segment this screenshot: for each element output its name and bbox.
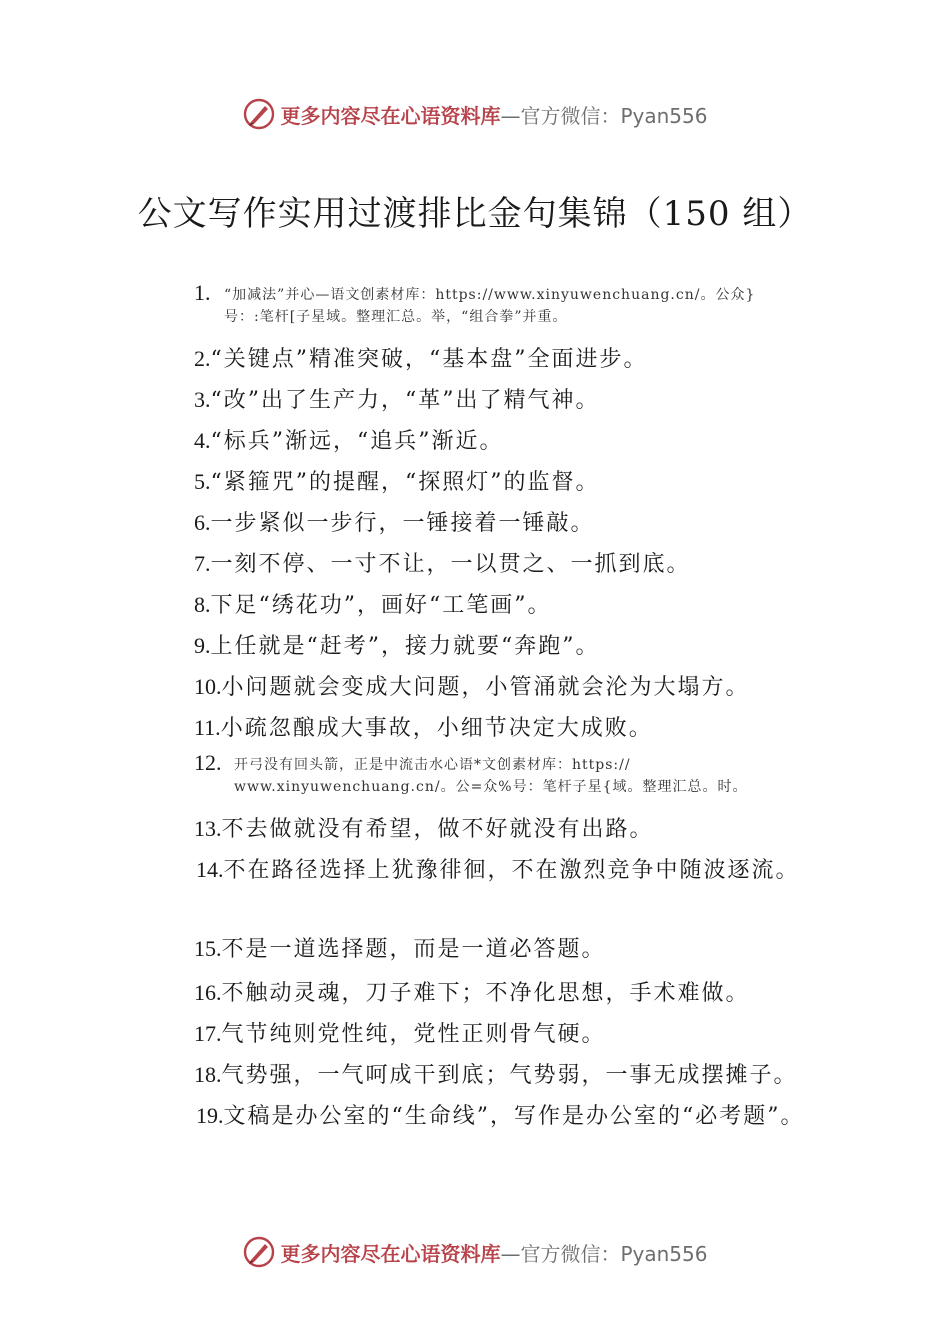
item-text-line: 号：:笔杆[子星域。整理汇总。举，“组合拳”并重。 bbox=[224, 309, 568, 325]
item-text: 不是一道选择题，而是一道必答题。 bbox=[221, 937, 606, 962]
item-number: 6. bbox=[194, 510, 211, 535]
list-item bbox=[194, 666, 864, 708]
list-item bbox=[146, 849, 816, 891]
item-number: 5. bbox=[194, 469, 211, 494]
item-text: “关键点”精准突破，“基本盘”全面进步。 bbox=[210, 347, 648, 372]
list-item bbox=[146, 1095, 816, 1137]
item-text: “紧箍咒”的提醒，“探照灯”的监督。 bbox=[210, 470, 600, 495]
list-item bbox=[194, 502, 864, 544]
item-text: 小疏忽酿成大事故，小细节决定大成败。 bbox=[220, 716, 653, 741]
item-number: 7. bbox=[194, 551, 211, 576]
list-item bbox=[194, 420, 864, 462]
list-item bbox=[194, 461, 864, 503]
item-text: 文稿是办公室的“生命线”，写作是办公室的“必考题”。 bbox=[223, 1104, 805, 1129]
item-text: “改”出了生产力，“革”出了精气神。 bbox=[210, 388, 600, 413]
list-item bbox=[194, 1013, 864, 1055]
item-text: 一刻不停、一寸不让，一以贯之、一抓到底。 bbox=[210, 552, 691, 577]
list-item bbox=[194, 707, 864, 749]
item-text: 气势强，一气呵成干到底；气势弱，一事无成摆摊子。 bbox=[221, 1063, 798, 1088]
item-number: 2. bbox=[194, 346, 211, 371]
item-text: 上任就是“赶考”，接力就要“奔跑”。 bbox=[210, 634, 600, 659]
item-text: 小问题就会变成大问题，小管涌就会沦为大塌方。 bbox=[221, 675, 750, 700]
item-number: 16. bbox=[194, 980, 222, 1005]
list-item bbox=[194, 543, 864, 585]
item-text-line: “加减法”并心—语文创素材库：https://www.xinyuwenchuang.cn/。公众} bbox=[224, 287, 756, 303]
item-number: 18. bbox=[194, 1062, 222, 1087]
list-item bbox=[194, 972, 864, 1014]
item-number: 8. bbox=[194, 592, 211, 617]
item-text: “标兵”渐远，“追兵”渐近。 bbox=[210, 429, 504, 454]
item-number: 4. bbox=[194, 428, 211, 453]
pen-logo-icon bbox=[242, 1235, 276, 1269]
list-item bbox=[194, 928, 864, 970]
banner-red-text: 更多内容尽在心语资料库 bbox=[280, 1241, 501, 1266]
item-number: 19. bbox=[196, 1103, 224, 1128]
document-title: 公文写作实用过渡排比金句集锦（150 组） bbox=[137, 194, 813, 234]
banner-wechat-text: —官方微信：Pyan556 bbox=[500, 103, 708, 128]
item-text: 下足“绣花功”，画好“工笔画”。 bbox=[210, 593, 552, 618]
item-number: 15. bbox=[194, 936, 222, 961]
banner-red-text: 更多内容尽在心语资料库 bbox=[280, 103, 501, 128]
list-item bbox=[194, 379, 864, 421]
item-text: 不触动灵魂，刀子难下；不净化思想，手术难做。 bbox=[221, 981, 750, 1006]
banner-wechat-text: —官方微信：Pyan556 bbox=[500, 1241, 708, 1266]
item-number: 3. bbox=[194, 387, 211, 412]
item-number: 14. bbox=[196, 857, 224, 882]
pen-logo-icon bbox=[242, 97, 276, 131]
item-text: 一步紧似一步行，一锤接着一锤敲。 bbox=[210, 511, 595, 536]
item-number: 1. bbox=[194, 280, 211, 305]
item-number: 10. bbox=[194, 674, 222, 699]
list-item bbox=[194, 1054, 864, 1096]
list-item bbox=[194, 625, 864, 667]
footer-banner bbox=[0, 1232, 950, 1272]
list-item bbox=[194, 338, 864, 380]
item-text: 不去做就没有希望，做不好就没有出路。 bbox=[221, 817, 654, 842]
item-number: 13. bbox=[194, 816, 222, 841]
item-number: 17. bbox=[194, 1021, 222, 1046]
item-text-line: 开弓没有回头箭，正是中流击水心语*文创素材库：https:// bbox=[234, 757, 631, 773]
list-item bbox=[194, 808, 864, 850]
item-number: 12. bbox=[194, 750, 222, 775]
item-number: 9. bbox=[194, 633, 211, 658]
item-text-line: www.xinyuwenchuang.cn/。公=众%号：笔杆子星{域。整理汇总。时。 bbox=[234, 779, 748, 795]
header-banner bbox=[0, 94, 950, 134]
item-number: 11. bbox=[194, 715, 221, 740]
list-item bbox=[194, 584, 864, 626]
item-text: 不在路径选择上犹豫徘徊，不在激烈竞争中随波逐流。 bbox=[223, 858, 800, 883]
item-text: 气节纯则党性纯，党性正则骨气硬。 bbox=[221, 1022, 606, 1047]
